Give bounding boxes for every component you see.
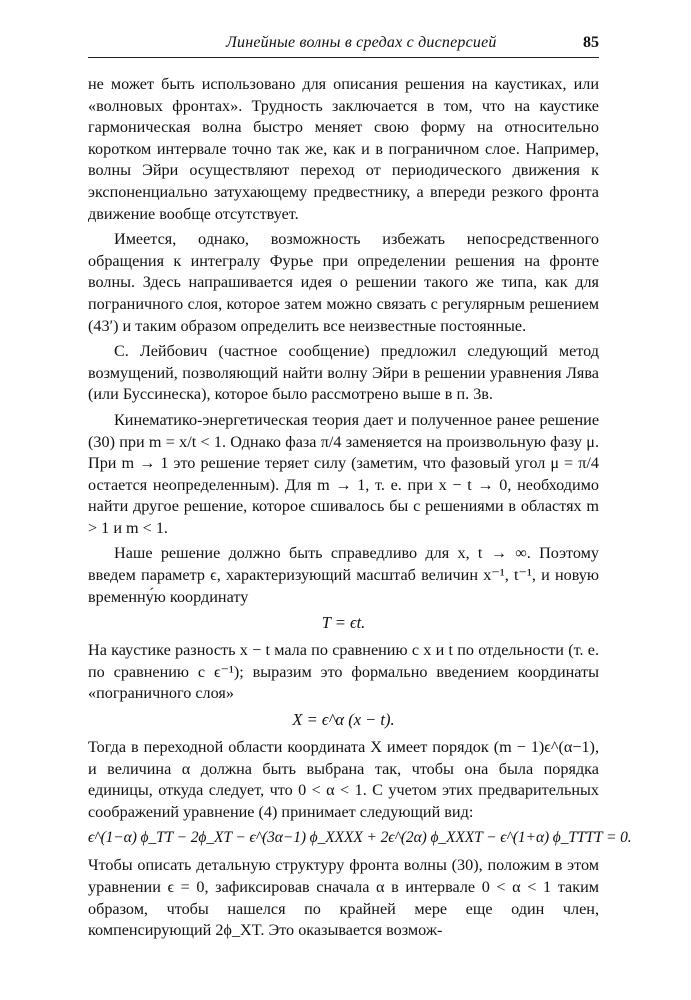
formula-time-coordinate: T = ϵt. — [321, 613, 366, 633]
paragraph-continuation: не может быть использовано для описания решения на каустиках, или «волновых фронтах». Трудность заключается в том, что на каустике гармоническая волна быстро меняет свою форму на относительно коротком интервале точно так же, как и в пограничном слое. Например, волны Эйри осуществляют переход от периодического движения к экспоненциально затухающему предвестнику, а впереди резкого фронта движение вообще отсутствует. — [88, 75, 599, 223]
paragraph-caustic: На каустике разность x − t мала по сравнению с x и t по отдельности (т. е. по сравнению с ϵ⁻¹); выразим это формально введением координаты «пограничного слоя» — [88, 641, 599, 703]
formula-transformed-equation: ϵ^(1−α) ϕ_TT − 2ϕ_XT − ϵ^(3α−1) ϕ_XXXX + 2ϵ^(2α) ϕ_XXXT − ϵ^(1+α) ϕ_TTTT = 0. — [88, 829, 632, 847]
paragraph-leibovich: С. Лейбович (частное сообщение) предложил следующий метод возмущений, позволяющий найти волну Эйри в решении уравнения Лява (или Буссинеска), которое было рассмотрено выше в п. 3в. — [88, 342, 599, 404]
page-number: 85 — [583, 34, 599, 51]
paragraph-fourier: Имеется, однако, возможность избежать непосредственного обращения к интегралу Фурье при определении решения на фронте волны. Здесь напрашивается идея о решении такого же типа, как для пограничного слоя, которое затем можно связать с регулярным решением (43′) и таким образом определить все неизвестные постоянные. — [88, 230, 599, 335]
paragraph-kinematic: Кинематико-энергетическая теория дает и полученное ранее решение (30) при m = x/t < 1. Однако фаза π/4 заменяется на произвольную фазу μ. При m → 1 это решение теряет силу (заметим, что фазовый угол μ = π/4 остается неопределенным). Для m → 1, т. е. при x − t → 0, необходимо найти другое решение, которое сшивалось бы с решениями в областях m > 1 и m < 1. — [88, 410, 599, 537]
paragraph-transition: Тогда в переходной области координата X имеет порядок (m − 1)ϵ^(α−1), и величина α должна быть выбрана так, чтобы она была порядка единицы, откуда следует, что 0 < α < 1. С учетом этих предварительных соображений уравнение (4) принимает следующий вид: — [88, 738, 599, 821]
formula-boundary-layer: X = ϵ^α (x − t). — [292, 710, 395, 730]
running-title: Линейные волны в средах с дисперсией — [226, 34, 497, 51]
paragraph-wavefront: Чтобы описать детальную структуру фронта волны (30), положим в этом уравнении ϵ = 0, зафиксировав сначала α в интервале 0 < α < 1 таким образом, чтобы нашелся по крайней мере еще один член, компенсирующий 2ϕ_XT. Это оказывается возмож- — [88, 856, 599, 940]
page-header — [88, 33, 599, 58]
paragraph-parameter: Наше решение должно быть справедливо для x, t → ∞. Поэтому введем параметр ϵ, характеризующий масштаб величин x⁻¹, t⁻¹, и новую временну́ю координату — [88, 544, 599, 606]
page-body — [88, 74, 632, 946]
